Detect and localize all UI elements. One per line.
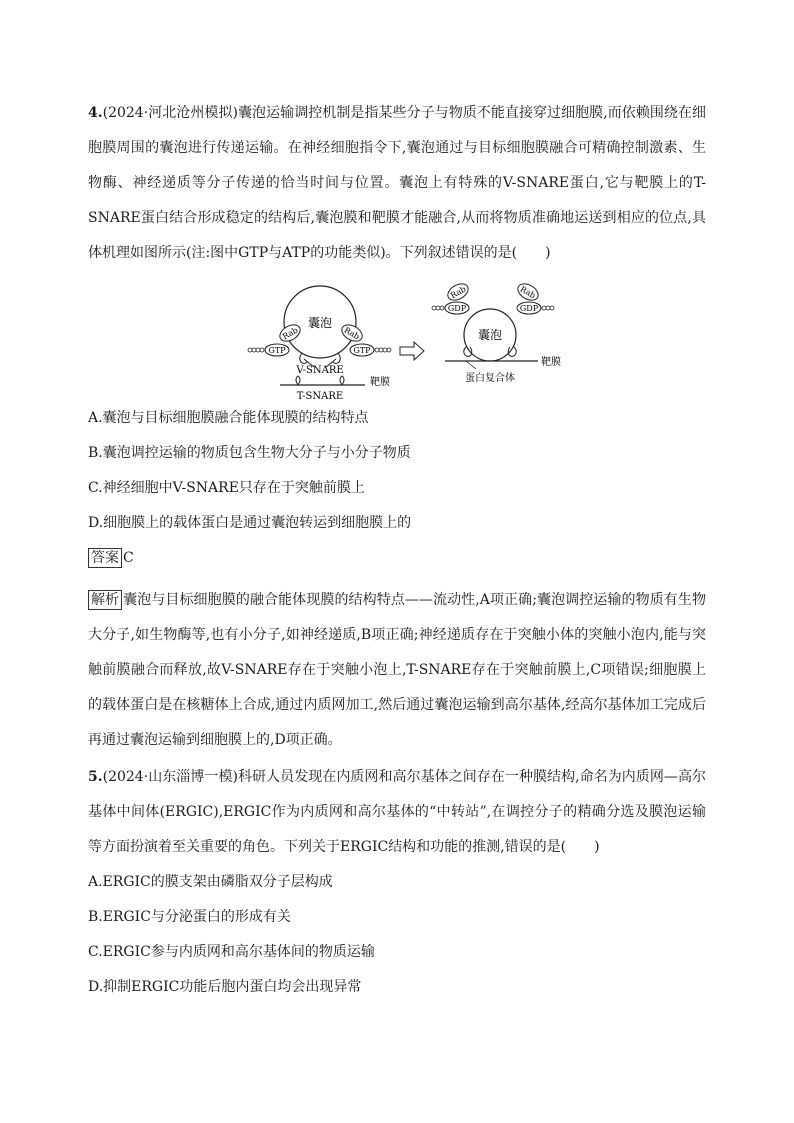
complex-pointer-line	[466, 361, 476, 369]
question-5-stem	[88, 760, 706, 865]
question-4-option-b: B.囊泡调控运输的物质包含生物大分子与小分子物质	[88, 445, 411, 461]
target-membrane-label-right: 靶膜	[541, 357, 561, 368]
question-4-number: 4.	[88, 105, 103, 121]
rab-gtp-left	[248, 321, 303, 356]
question-5-option-b: B.ERGIC与分泌蛋白的形成有关	[88, 909, 291, 925]
gdp-label-left: GDP	[447, 304, 467, 313]
vesicle-label-right: 囊泡	[477, 328, 503, 342]
question-5-number: 5.	[88, 769, 103, 785]
vesicle-transport-diagram	[240, 277, 570, 403]
target-membrane-label-left: 靶膜	[370, 377, 390, 388]
gtp-chain-left	[248, 348, 264, 352]
question-5-option-a: A.ERGIC的膜支架由磷脂双分子层构成	[88, 874, 333, 890]
question-4-stem	[88, 96, 706, 271]
gtp-chain-right	[375, 348, 391, 352]
gtp-label-right: GTP	[353, 346, 371, 355]
question-4-analysis	[88, 583, 706, 758]
gdp-chain-left	[432, 306, 444, 310]
gtp-label-left: GTP	[268, 346, 286, 355]
question-5-text: (2024·山东淄博一模)科研人员发现在内质网和高尔基体之间存在一种膜结构,命名为内质网—高尔基体中间体(ERGIC),ERGIC作为内质网和高尔基体的“中转站”,在调控分子的精确分选及膜泡运输等方面扮演着至关重要的角色。下列关于ERGIC结构和功能的推测,错误的是( )	[88, 769, 706, 855]
analysis-text: 囊泡与目标细胞膜的融合能体现膜的结构特点——流动性,A项正确;囊泡调控运输的物质有生物大分子,如生物酶等,也有小分子,如神经递质,B项正确;神经递质存在于突触小体的突触小泡内,能与突触前膜融合而释放,故V-SNARE存在于突触小泡上,T-SNARE存在于突触前膜上,C项错误;细胞膜上的载体蛋白是在核糖体上合成,通过内质网加工,然后通过囊泡运输到高尔基体,经高尔基体加工完成后再通过囊泡运输到细胞膜上的,D项正确。	[88, 592, 706, 748]
question-4-text: (2024·河北沧州模拟)囊泡运输调控机制是指某些分子与物质不能直接穿过细胞膜,而依赖围绕在细胞膜周围的囊泡进行传递运输。在神经细胞指令下,囊泡通过与目标细胞膜融合可精确控制激素、生物酶、神经递质等分子传递的恰当时间与位置。囊泡上有特殊的V-SNARE蛋白,它与靶膜上的T-SNARE蛋白结合形成稳定的结构后,囊泡膜和靶膜才能融合,从而将物质准确地运送到相应的位点,具体机理如图所示(注:图中GTP与ATP的功能类似)。下列叙述错误的是( )	[88, 105, 706, 261]
rab-label-left: Rab	[281, 325, 300, 342]
rab-label-right: Rab	[342, 325, 361, 342]
protein-complex-hooks	[464, 347, 517, 357]
question-5-option-d: D.抑制ERGIC功能后胞内蛋白均会出现异常	[88, 979, 362, 995]
question-4-option-a: A.囊泡与目标细胞膜融合能体现膜的结构特点	[88, 410, 369, 426]
question-4-option-c: C.神经细胞中V-SNARE只存在于突触前膜上	[88, 480, 365, 496]
question-5-option-c: C.ERGIC参与内质网和高尔基体间的物质运输	[88, 944, 375, 960]
vesicle-label-left: 囊泡	[307, 316, 333, 330]
rab-gtp-right	[339, 321, 391, 356]
question-4-option-d: D.细胞膜上的载体蛋白是通过囊泡转运到细胞膜上的	[88, 515, 412, 531]
t-snare-label: T-SNARE	[296, 391, 344, 402]
answer-tag: 答案	[88, 548, 122, 568]
v-snare-label: V-SNARE	[296, 365, 344, 376]
gdp-chain-right	[542, 306, 554, 310]
gdp-label-right: GDP	[519, 304, 539, 313]
analysis-tag: 解析	[88, 590, 122, 610]
question-4-answer	[88, 547, 706, 583]
rab-gdp-rab-label-left: Rab	[449, 284, 468, 301]
rab-gdp-left	[432, 280, 471, 314]
rab-gdp-rab-label-right: Rab	[518, 284, 537, 301]
t-snare-hooks	[296, 376, 344, 385]
protein-complex-label: 蛋白复合体	[465, 373, 515, 384]
transition-arrow-icon	[400, 342, 424, 360]
rab-gdp-right	[515, 280, 554, 314]
answer-value: C	[123, 550, 134, 566]
